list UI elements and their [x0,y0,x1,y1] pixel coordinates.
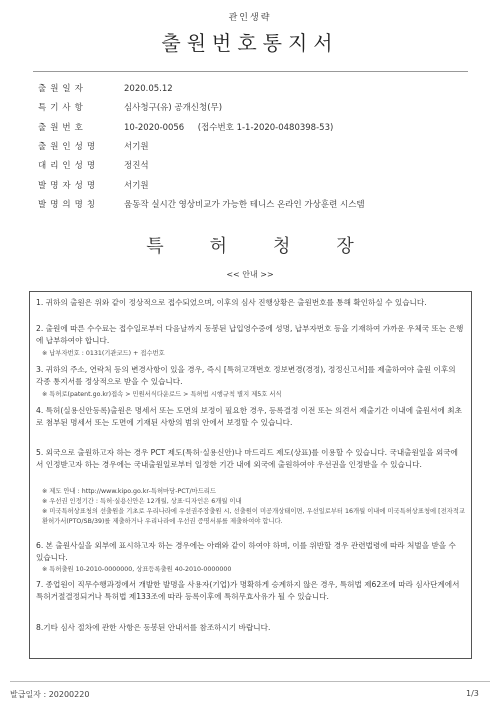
field-value: 10-2020-0056 (접수번호 1-1-2020-0480398-53) [124,123,334,133]
notice-item-3-sub: ※ 특허로(patent.go.kr)접속 > 민원서식다운로드 > 특허법 시행규칙 별지 제5호 서식 [42,391,282,398]
commissioner-title-char: 특 [146,236,164,257]
field-value: 심사청구(유) 공개신청(무) [124,103,223,113]
field-label: 발명자성명 [38,181,100,191]
notice-item-1: 1. 귀하의 출원은 위와 같이 정상적으로 접수되었으며, 이후의 심사 진행상황은 출원번호를 통해 확인하실 수 있습니다. [36,298,427,307]
field-special-notes [38,101,222,116]
notice-item-5-sub-3: ※ 미국특허상표청의 선출원을 기초로 우리나라에 우선권주장출원 시, 선출원이 미공개상태이면, 우선일로부터 16개월 이내에 미국특허상표청에 [전자적교환허가서(PTO/SB/39)를 제출하거나 우리나라에 우선권 증명서류를 제출하여야 합니다. [42,508,465,525]
notice-item-8: 8.기타 심사 절차에 관한 사항은 동봉된 안내서를 참조하시기 바랍니다. [36,623,271,632]
notice-item-5-sub-1: ※ 제도 안내 : http://www.kipo.go.kr-특허마당-PCT/마드리드 [42,488,216,495]
field-applicant-name [38,140,149,155]
notice-item-4: 4. 특허(실용신안등록)출원은 명세서 또는 도면의 보정이 필요한 경우, 등록결정 이전 또는 의견서 제출기간 이내에 출원서에 최초로 첨부된 명세서 또는 도면에 기재된 사항의 범위 안에서 보정할 수 있습니다. [36,406,462,427]
document-title: 출원번호통지서 [161,31,339,55]
notice-item-6-sub: ※ 특허출원 10-2010-0000000, 상표등록출원 40-2010-0000000 [42,566,232,573]
guide-label: << 안내 >> [226,270,274,279]
page-number: 1/3 [466,689,479,698]
field-label: 특기사항 [38,103,87,113]
field-invention-title [38,198,365,213]
issue-date: 발급일자 : 20200220 [10,690,90,699]
notice-item-5-sub-2: ※ 우선권 인정기간 : 특허·실용신안은 12개월, 상표·디자인은 6개월 이내 [42,498,242,505]
notice-item-2: 2. 출원에 따른 수수료는 접수일로부터 다음날까지 동봉된 납입영수증에 성명, 납부자번호 등을 기재하여 가까운 우체국 또는 은행에 납부하여야 합니다. [36,324,464,345]
commissioner-title-char: 청 [273,236,291,257]
notice-item-3: 3. 귀하의 주소, 연락처 등의 변경사항이 있을 경우, 즉시 [특허고객번호 정보변경(경정), 정정신고서]를 제출하여야 출원 이후의 각종 통지서를 정상적으로 받을 수 있습니다. [36,365,456,386]
header-divider [33,71,468,72]
field-value: 2020.05.12 [124,84,173,94]
notice-item-2-sub: ※ 납부자번호 : 0131(기관코드) + 접수번호 [42,350,165,357]
field-agent-name [38,159,149,174]
footer-divider [10,681,490,682]
field-value: 서기원 [124,142,149,152]
field-value: 움동작 실시간 영상비교가 가능한 테니스 온라인 가상훈련 시스템 [124,200,365,210]
commissioner-title-char: 허 [209,236,227,257]
field-label: 출원번호 [38,123,87,133]
field-value: 서기원 [124,181,149,191]
field-label: 출원일자 [38,84,87,94]
field-application-number [38,121,333,136]
omission-of-seal-label: 관인생략 [228,13,272,23]
field-value: 정진석 [124,161,149,171]
commissioner-title-char: 장 [336,236,354,257]
field-inventor-name [38,179,149,194]
field-label: 출원인성명 [38,142,100,152]
notice-item-5: 5. 외국으로 출원하고자 하는 경우 PCT 제도(특허·실용신안)나 마드리드 제도(상표)를 이용할 수 있습니다. 국내출원일을 외국에서 인정받고자 하는 경우에는 국내출원일로부터 일정한 기간 내에 외국에 출원하여야 우선권을 인정받을 수 있습니다. [36,448,458,469]
field-application-date [38,82,173,97]
notice-item-6: 6. 본 출원사실을 외부에 표시하고자 하는 경우에는 아래와 같이 하여야 하며, 이를 위반할 경우 관련법령에 따라 처벌을 받을 수 있습니다. [36,541,456,562]
field-label: 대리인성명 [38,161,100,171]
commissioner-title [0,232,500,258]
field-label: 발명의명칭 [38,200,100,210]
notice-item-7: 7. 종업원이 직무수행과정에서 개발한 발명을 사용자(기업)가 명확하게 승계하지 않은 경우, 특허법 제62조에 따라 심사단계에서 특허거절결정되거나 특허법 제133조에 따라 등록이후에 특허무효사유가 될 수 있습니다. [36,580,460,601]
